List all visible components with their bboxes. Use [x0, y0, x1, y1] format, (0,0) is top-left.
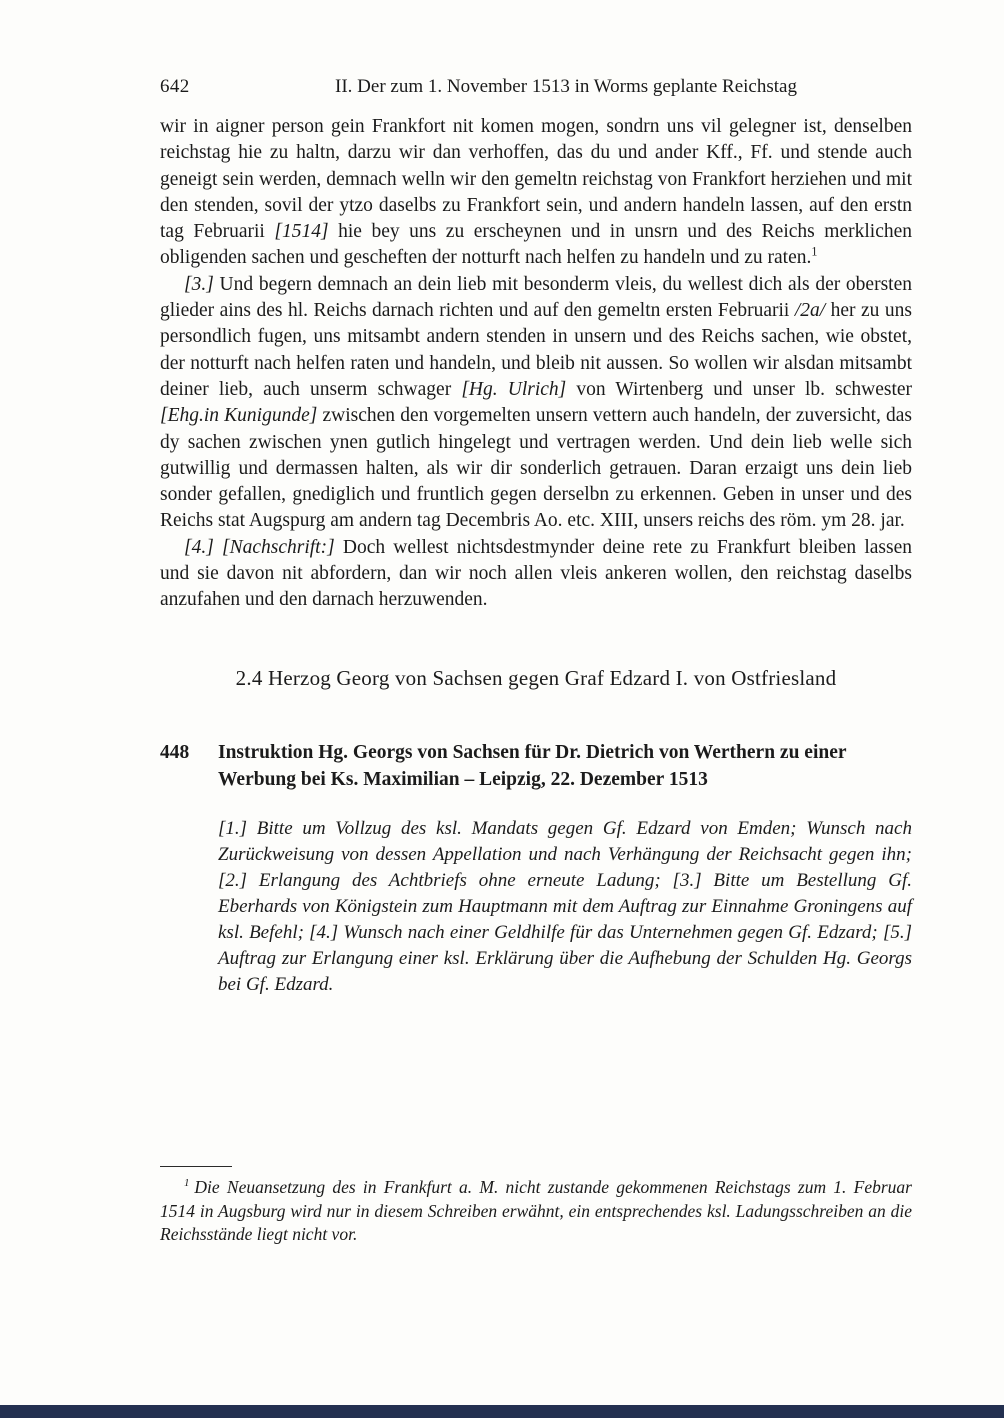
section-heading: 2.4 Herzog Georg von Sachsen gegen Graf Edzard I. von Ostfriesland [235, 665, 837, 690]
footnote-text: Die Neuansetzung des in Frankfurt a. M. nicht zustande gekommenen Reichstags zum 1. Februar 1514 in Augsburg wird nur in diesem Schreiben erwähnt, ein entsprechendes ksl. Ladungsschreiben an die Reichsstände liegt nicht vor. [160, 1177, 912, 1244]
body-paragraph-2: [3.] Und begern demnach an dein lieb mit besonderm vleis, du wellest dich als der obersten glieder ains des hl. Reichs darnach richten und auf den gemeltn ersten Februarii /2a/ her zu uns persondlich fugen, uns mitsambt andern stenden in unsern und des Reichs sachen, wie obstet, der notturft nach helfen raten und handeln, und bleib nit aussen. So wollen wir alsdan mitsambt deiner lieb, auch unserm schwager [Hg. Ulrich] von Wirtenberg und unser lb. schwester [Ehg.in Kunigunde] zwischen den vorgemelten unsern vettern auch handeln, der zuversicht, das dy sachen zwischen ynen gutlich hingelegt und vertragen werden. Und dein lieb welle sich gutwillig und dermassen halten, als wir dir sonderlich getrauen. Daran erzaigt uns dein lieb sonder gefallen, gnediglich und fruntlich gegen derselbn zu erkennen. Geben in unser und des Reichs stat Augspurg am andern tag Decembris Ao. etc. XIII, unsers reichs des röm. ym 28. jar. [160, 273, 913, 532]
running-header: II. Der zum 1. November 1513 in Worms geplante Reichstag [335, 76, 797, 97]
entry-title: Instruktion Hg. Georgs von Sachsen für Dr. Dietrich von Werthern zu einer Werbung bei Ks. Maximilian – Leipzig, 22. Dezember 1513 [218, 741, 847, 791]
document-entry [160, 739, 912, 998]
page-header [160, 76, 912, 98]
entry-number: 448 [160, 741, 190, 763]
entry-header [160, 739, 912, 794]
bottom-bar [0, 1405, 1004, 1418]
body-paragraph-3: [4.] [Nachschrift:] Doch wellest nichtsdestmynder deine rete zu Frankfurt bleiben lassen und sie davon nit abfordern, dan wir noch allen vleis ankeren wollen, den reichstag daselbs anzufahen und den darnach herzuwenden. [160, 536, 912, 611]
body-text [160, 114, 912, 614]
footnote-marker: 1 [184, 1177, 190, 1190]
page-number: 642 [160, 76, 190, 97]
body-paragraph-1: wir in aigner person gein Frankfort nit komen mogen, sondrn uns vil gelegner ist, denselben reichstag hie zu haltn, darzu wir dan verhoffen, das du und ander Kff., Ff. und stende auch geneigt sein werden, demnach welln wir den gemeltn reichstag von Frankfort herziehen und mit den stenden, sovil der ytzo daselbs zu Frankfort sein, und andern handeln lassen, auf den erstn tag Februarii [1514] hie bey uns zu erscheynen und in unsrn und des Reichs merklichen obligenden sachen und gescheften der notturft nach helfen zu handeln und zu raten.$^1$ [160, 116, 912, 269]
entry-summary: [1.] Bitte um Vollzug des ksl. Mandats gegen Gf. Edzard von Emden; Wunsch nach Zurückweisung von dessen Appellation und nach Verhängung der Reichsacht gegen ihn; [2.] Erlangung des Achtbriefs ohne erneute Ladung; [3.] Bitte um Bestellung Gf. Eberhards von Königstein zum Hauptmann mit dem Auftrag zur Einnahme Groningens auf ksl. Befehl; [4.] Wunsch nach einer Geldhilfe für das Unternehmen gegen Gf. Edzard; [5.] Auftrag zur Erlangung einer ksl. Erklärung über die Aufhebung der Schulden Hg. Georgs bei Gf. Edzard. [218, 817, 912, 995]
footnote-rule [160, 1166, 232, 1167]
footnote-area [160, 1166, 912, 1247]
footnote [160, 1176, 912, 1247]
